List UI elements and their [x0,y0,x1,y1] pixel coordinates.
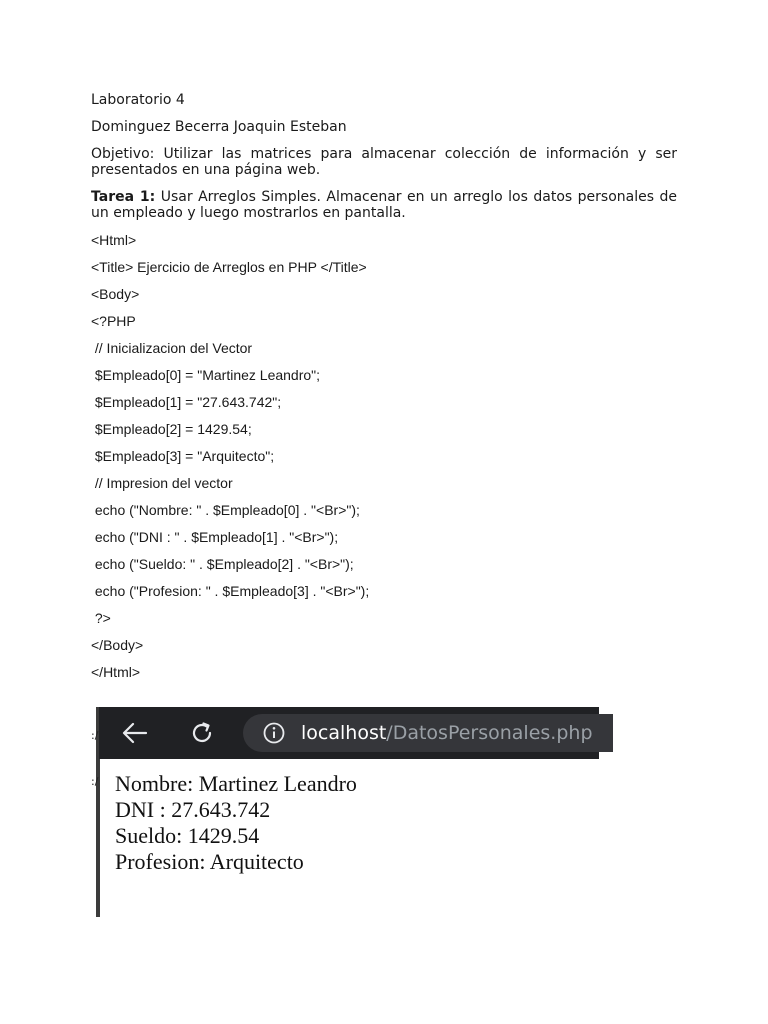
code-line: <Title> Ejercicio de Arreglos en PHP </Title> [91,259,367,275]
url-path: /DatosPersonales.php [386,722,593,744]
reload-icon [189,720,215,746]
output-line: Nombre: Martinez Leandro [115,771,357,796]
back-arrow-icon [122,722,148,744]
code-line: echo ("Nombre: " . $Empleado[0] . "<Br>"); [91,502,360,518]
doc-author: Dominguez Becerra Joaquin Esteban [91,119,347,135]
code-line: echo ("Profesion: " . $Empleado[3] . "<Br>"); [91,583,370,599]
url-host: localhost [301,722,387,744]
page-output [115,771,357,875]
browser-toolbar [99,707,599,759]
code-line: $Empleado[2] = 1429.54; [91,421,252,437]
left-fragment: :/ [91,729,99,742]
browser-screenshot [91,707,599,917]
code-line: $Empleado[3] = "Arquitecto"; [91,448,275,464]
doc-task [91,189,677,221]
output-line: Profesion: Arquitecto [115,849,304,874]
code-line: $Empleado[1] = "27.643.742"; [91,394,282,410]
code-line: <Html> [91,232,137,248]
address-bar[interactable] [243,714,613,752]
reload-button[interactable] [184,715,220,751]
code-line: // Inicializacion del Vector [91,340,253,356]
code-line: </Body> [91,637,144,653]
code-line: echo ("Sueldo: " . $Empleado[2] . "<Br>"); [91,556,354,572]
task-text: Usar Arreglos Simples. Almacenar en un arreglo los datos personales de un empleado y luego mostrarlos en pantalla. [91,189,677,221]
code-line: // Impresion del vector [91,475,233,491]
task-label: Tarea 1: [91,189,156,205]
doc-title: Laboratorio 4 [91,92,185,108]
output-line: Sueldo: 1429.54 [115,823,260,848]
doc-objective: Objetivo: Utilizar las matrices para almacenar colección de información y ser presentados en una página web. [91,146,677,178]
code-line: <?PHP [91,313,136,329]
left-fragment: :/ [91,775,99,788]
back-button[interactable] [117,715,153,751]
code-line: ?> [91,610,111,626]
url-text[interactable] [301,721,593,745]
code-line: </Html> [91,664,141,680]
code-line: $Empleado[0] = "Martinez Leandro"; [91,367,321,383]
output-line: DNI : 27.643.742 [115,797,271,822]
document-body [91,92,677,691]
code-line: echo ("DNI : " . $Empleado[1] . "<Br>"); [91,529,339,545]
info-icon[interactable] [263,722,285,744]
code-listing [91,232,677,691]
code-line: <Body> [91,286,140,302]
